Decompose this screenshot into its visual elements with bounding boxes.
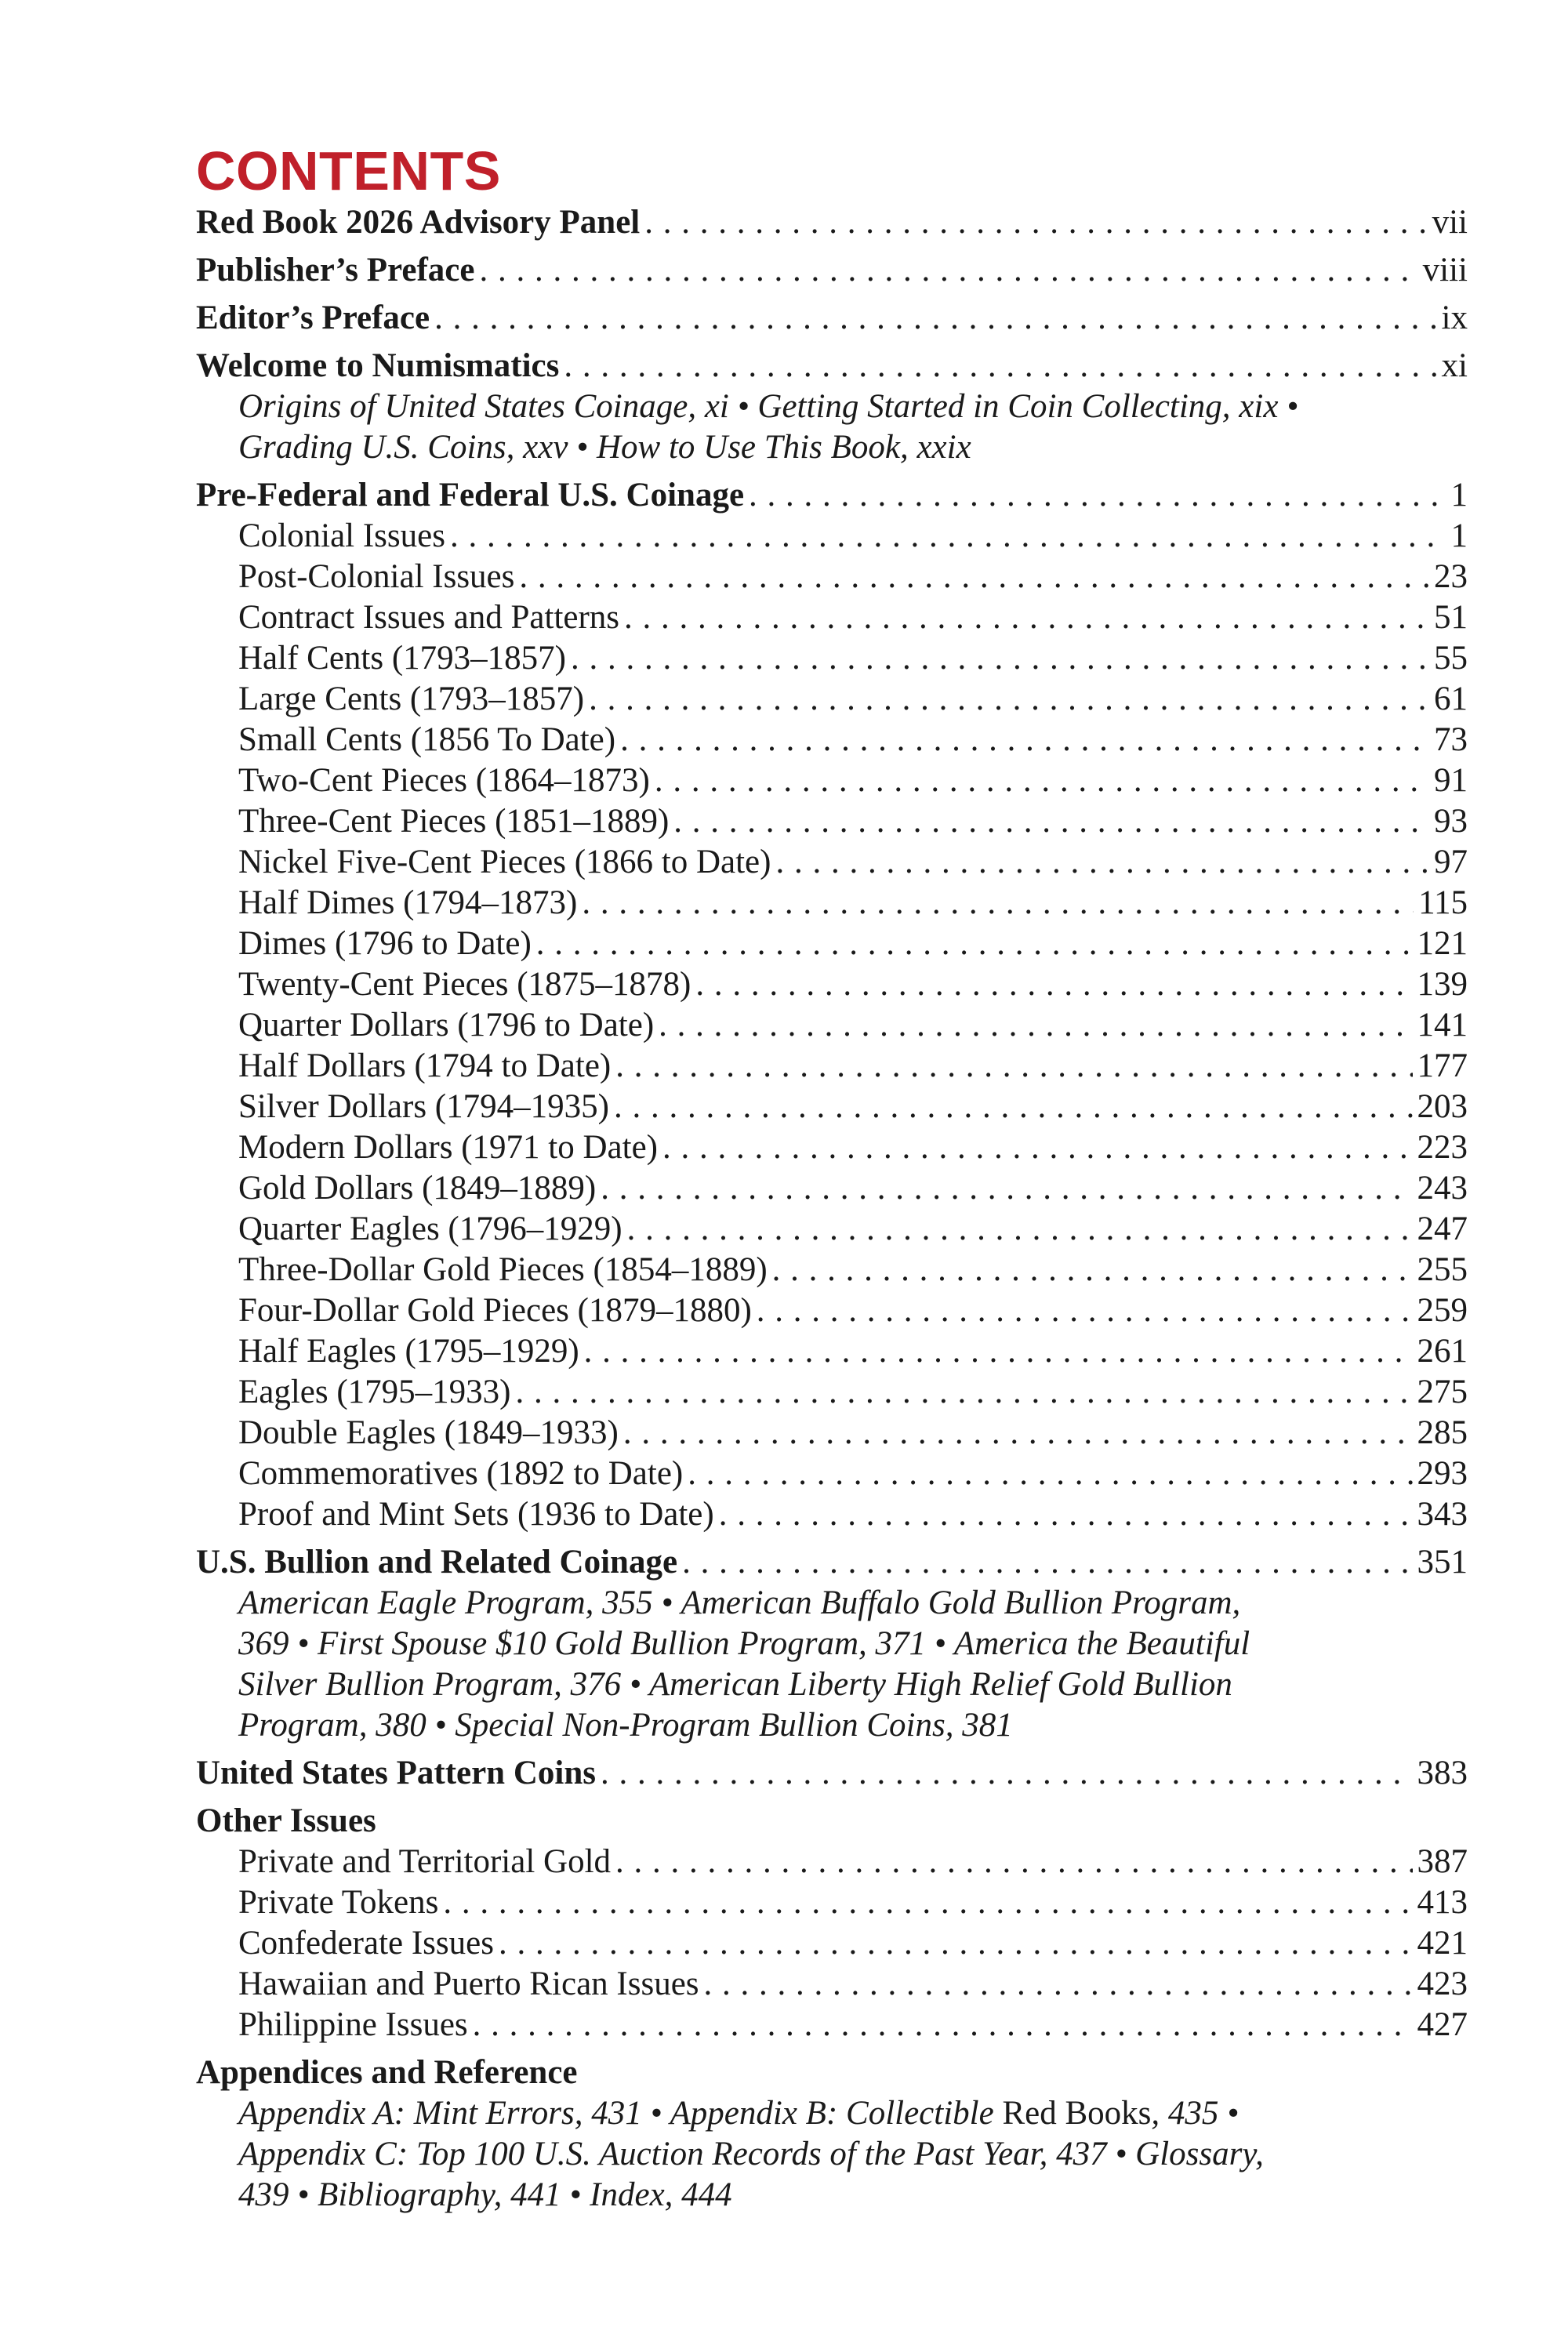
toc-entry-label: Eagles (1795–1933) <box>238 1374 511 1410</box>
toc-page-number: 115 <box>1418 884 1468 921</box>
toc-entry-label: Half Cents (1793–1857) <box>238 640 566 677</box>
note-line: Appendix C: Top 100 U.S. Auction Records of the Past Year, 437 • Glossary, <box>238 2136 1264 2172</box>
dot-leader <box>443 1882 1412 1923</box>
toc-entry-label: Half Dimes (1794–1873) <box>238 884 578 921</box>
toc-entry-label: Commemoratives (1892 to Date) <box>238 1455 684 1492</box>
dot-leader <box>615 1842 1412 1882</box>
note-line: Silver Bullion Program, 376 • American Liberty High Relief Gold Bullion <box>238 1666 1232 1703</box>
note-line: Origins of United States Coinage, xi • Getting Started in Coin Collecting, xix • <box>238 388 1299 425</box>
toc-entry-label: Large Cents (1793–1857) <box>238 681 585 717</box>
dot-leader <box>601 1753 1413 1794</box>
toc-entry[interactable] <box>196 1046 1468 1087</box>
toc-page-number: 1 <box>1450 517 1468 554</box>
toc-entry-label: Double Eagles (1849–1933) <box>238 1414 619 1451</box>
toc-entry[interactable] <box>196 1413 1468 1454</box>
dot-leader <box>627 1209 1413 1250</box>
dot-leader <box>614 1087 1413 1127</box>
toc-entry-label: Post-Colonial Issues <box>238 558 515 595</box>
toc-entry-label: Editor’s Preface <box>196 299 430 336</box>
appendices-subtopics <box>196 2093 1468 2216</box>
toc-entry[interactable] <box>196 1168 1468 1209</box>
toc-entry[interactable] <box>196 638 1468 679</box>
toc-entry-label: Small Cents (1856 To Date) <box>238 721 616 758</box>
toc-page-number: 61 <box>1434 681 1468 717</box>
toc-entry-label: Hawaiian and Puerto Rican Issues <box>238 1965 699 2002</box>
dot-leader <box>659 1005 1412 1046</box>
toc-page-number: 121 <box>1417 925 1468 962</box>
toc-entry-label: Half Dollars (1794 to Date) <box>238 1047 612 1084</box>
toc-entry[interactable] <box>196 1250 1468 1290</box>
toc-entry-label: Half Eagles (1795–1929) <box>238 1333 579 1370</box>
dot-leader <box>775 842 1429 883</box>
toc-page-number: 247 <box>1417 1210 1468 1247</box>
toc-entry-label: Private Tokens <box>238 1884 439 1921</box>
dot-leader <box>601 1168 1412 1209</box>
toc-entry-label: Silver Dollars (1794–1935) <box>238 1088 609 1125</box>
toc-section-other-issues[interactable]: Other Issues <box>196 1802 376 1839</box>
dot-leader <box>719 1494 1413 1535</box>
note-text: , 435 • <box>1151 2095 1240 2132</box>
table-of-contents <box>196 202 1468 2216</box>
toc-page-number: viii <box>1422 252 1468 289</box>
toc-page-number: xi <box>1441 347 1468 384</box>
dot-leader <box>655 760 1429 801</box>
dot-leader <box>571 638 1429 679</box>
toc-entry[interactable] <box>196 516 1468 557</box>
toc-page-number: 97 <box>1434 844 1468 880</box>
dot-leader <box>624 597 1429 638</box>
dot-leader <box>623 1413 1413 1454</box>
dot-leader <box>589 679 1429 720</box>
contents-page <box>196 140 1468 2216</box>
toc-page-number: 275 <box>1417 1374 1468 1410</box>
dot-leader <box>499 1923 1413 1964</box>
toc-page-number: ix <box>1441 299 1468 336</box>
toc-page-number: 139 <box>1417 966 1468 1003</box>
bullion-subtopics <box>196 1583 1468 1746</box>
toc-entry-label: Publisher’s Preface <box>196 252 475 289</box>
toc-page-number: 1 <box>1450 477 1468 514</box>
dot-leader <box>620 720 1429 760</box>
toc-entry[interactable] <box>196 1087 1468 1127</box>
toc-entry-label: Quarter Dollars (1796 to Date) <box>238 1007 655 1044</box>
toc-entry[interactable] <box>196 924 1468 964</box>
toc-entry[interactable] <box>196 1372 1468 1413</box>
dot-leader <box>704 1964 1413 2005</box>
page-title: CONTENTS <box>196 140 501 201</box>
toc-entry-label: Philippine Issues <box>238 2006 468 2043</box>
toc-entry-label: Quarter Eagles (1796–1929) <box>238 1210 622 1247</box>
toc-entry-label: Two-Cent Pieces (1864–1873) <box>238 762 650 799</box>
toc-entry-label: Proof and Mint Sets (1936 to Date) <box>238 1496 714 1533</box>
dot-leader <box>516 1372 1413 1413</box>
toc-page-number: 177 <box>1417 1047 1468 1084</box>
note-line: Grading U.S. Coins, xxv • How to Use This Book, xxix <box>238 429 971 466</box>
dot-leader <box>682 1542 1412 1583</box>
toc-entry[interactable] <box>196 1494 1468 1535</box>
dot-leader <box>644 202 1427 243</box>
toc-entry-label: Red Book 2026 Advisory Panel <box>196 204 641 241</box>
toc-section-pattern-coins[interactable] <box>196 1753 1468 1794</box>
toc-page-number: 203 <box>1417 1088 1468 1125</box>
toc-entry[interactable] <box>196 964 1468 1005</box>
toc-entry[interactable] <box>196 760 1468 801</box>
dot-leader <box>695 964 1412 1005</box>
federal-coinage-list <box>196 516 1468 1535</box>
toc-entry[interactable] <box>196 1331 1468 1372</box>
note-line: 439 • Bibliography, 441 • Index, 444 <box>238 2176 732 2213</box>
toc-page-number: 55 <box>1434 640 1468 677</box>
toc-section-federal-coinage[interactable] <box>196 475 1468 516</box>
toc-page-number: 351 <box>1417 1544 1468 1581</box>
toc-entry-label: Welcome to Numismatics <box>196 347 560 384</box>
toc-entry-editors-preface[interactable] <box>196 298 1468 339</box>
dot-leader <box>434 298 1436 339</box>
dot-leader <box>519 557 1429 597</box>
dot-leader <box>450 516 1446 557</box>
toc-entry-publishers-preface[interactable] <box>196 250 1468 291</box>
toc-page-number: 51 <box>1434 599 1468 636</box>
dot-leader <box>479 250 1417 291</box>
toc-entry-label: Modern Dollars (1971 to Date) <box>238 1129 658 1166</box>
toc-entry[interactable] <box>196 1882 1468 1923</box>
toc-entry[interactable] <box>196 1209 1468 1250</box>
toc-entry-advisory-panel[interactable] <box>196 202 1468 243</box>
toc-entry[interactable] <box>196 1005 1468 1046</box>
toc-entry[interactable] <box>196 679 1468 720</box>
toc-page-number: 141 <box>1417 1007 1468 1044</box>
toc-entry-label: Three-Cent Pieces (1851–1889) <box>238 803 670 840</box>
toc-section-appendices[interactable]: Appendices and Reference <box>196 2054 578 2091</box>
toc-page-number: 285 <box>1417 1414 1468 1451</box>
toc-page-number: 73 <box>1434 721 1468 758</box>
note-line <box>238 2093 1468 2134</box>
toc-page-number: 387 <box>1417 1843 1468 1880</box>
toc-entry[interactable] <box>196 1964 1468 2005</box>
dot-leader <box>688 1454 1412 1494</box>
toc-entry-label: Nickel Five-Cent Pieces (1866 to Date) <box>238 844 771 880</box>
toc-page-number: 343 <box>1417 1496 1468 1533</box>
dot-leader <box>662 1127 1413 1168</box>
toc-entry[interactable] <box>196 801 1468 842</box>
toc-entry-label: Contract Issues and Patterns <box>238 599 620 636</box>
toc-page-number: 255 <box>1417 1251 1468 1288</box>
toc-entry-label: Private and Territorial Gold <box>238 1843 612 1880</box>
toc-page-number: 427 <box>1417 2006 1468 2043</box>
note-line: 369 • First Spouse $10 Gold Bullion Program, 371 • America the Beautiful <box>238 1625 1250 1662</box>
toc-section-bullion[interactable] <box>196 1542 1468 1583</box>
dot-leader <box>564 346 1436 387</box>
dot-leader <box>582 883 1414 924</box>
dot-leader <box>757 1290 1413 1331</box>
dot-leader <box>749 475 1446 516</box>
toc-entry[interactable] <box>196 1127 1468 1168</box>
dot-leader <box>673 801 1429 842</box>
toc-entry-label: Confederate Issues <box>238 1925 494 1962</box>
dot-leader <box>615 1046 1412 1087</box>
toc-entry-welcome[interactable] <box>196 346 1468 387</box>
toc-entry-label: Three-Dollar Gold Pieces (1854–1889) <box>238 1251 768 1288</box>
toc-entry[interactable] <box>196 720 1468 760</box>
toc-page-number: 423 <box>1417 1965 1468 2002</box>
toc-page-number: 259 <box>1417 1292 1468 1329</box>
toc-entry-label: Dimes (1796 to Date) <box>238 925 532 962</box>
note-line: Program, 380 • Special Non-Program Bullion Coins, 381 <box>238 1707 1013 1744</box>
welcome-subtopics <box>196 387 1468 468</box>
note-line: American Eagle Program, 355 • American Buffalo Gold Bullion Program, <box>238 1584 1241 1621</box>
toc-entry-label: United States Pattern Coins <box>196 1755 596 1791</box>
toc-entry[interactable] <box>196 1923 1468 1964</box>
toc-page-number: vii <box>1432 204 1468 241</box>
dot-leader <box>536 924 1413 964</box>
book-title: Red Books <box>1002 2095 1152 2132</box>
toc-page-number: 383 <box>1417 1755 1468 1791</box>
toc-entry[interactable] <box>196 1454 1468 1494</box>
toc-entry[interactable] <box>196 883 1468 924</box>
toc-entry[interactable] <box>196 1842 1468 1882</box>
toc-page-number: 421 <box>1417 1925 1468 1962</box>
toc-entry-label: Four-Dollar Gold Pieces (1879–1880) <box>238 1292 752 1329</box>
toc-entry-label: U.S. Bullion and Related Coinage <box>196 1544 678 1581</box>
dot-leader <box>584 1331 1413 1372</box>
toc-page-number: 413 <box>1417 1884 1468 1921</box>
toc-page-number: 243 <box>1417 1170 1468 1207</box>
note-text: Appendix A: Mint Errors, 431 • Appendix B: Collectible <box>238 2095 1003 2132</box>
toc-entry-label: Colonial Issues <box>238 517 445 554</box>
toc-entry[interactable] <box>196 2005 1468 2045</box>
toc-entry[interactable] <box>196 842 1468 883</box>
dot-leader <box>473 2005 1413 2045</box>
toc-entry[interactable] <box>196 1290 1468 1331</box>
toc-entry[interactable] <box>196 557 1468 597</box>
toc-page-number: 23 <box>1434 558 1468 595</box>
toc-entry-label: Pre-Federal and Federal U.S. Coinage <box>196 477 745 514</box>
toc-page-number: 93 <box>1434 803 1468 840</box>
other-issues-list <box>196 1842 1468 2045</box>
toc-entry[interactable] <box>196 597 1468 638</box>
toc-page-number: 91 <box>1434 762 1468 799</box>
toc-entry-label: Gold Dollars (1849–1889) <box>238 1170 597 1207</box>
toc-page-number: 223 <box>1417 1129 1468 1166</box>
toc-page-number: 293 <box>1417 1455 1468 1492</box>
dot-leader <box>772 1250 1413 1290</box>
toc-entry-label: Twenty-Cent Pieces (1875–1878) <box>238 966 691 1003</box>
toc-page-number: 261 <box>1417 1333 1468 1370</box>
